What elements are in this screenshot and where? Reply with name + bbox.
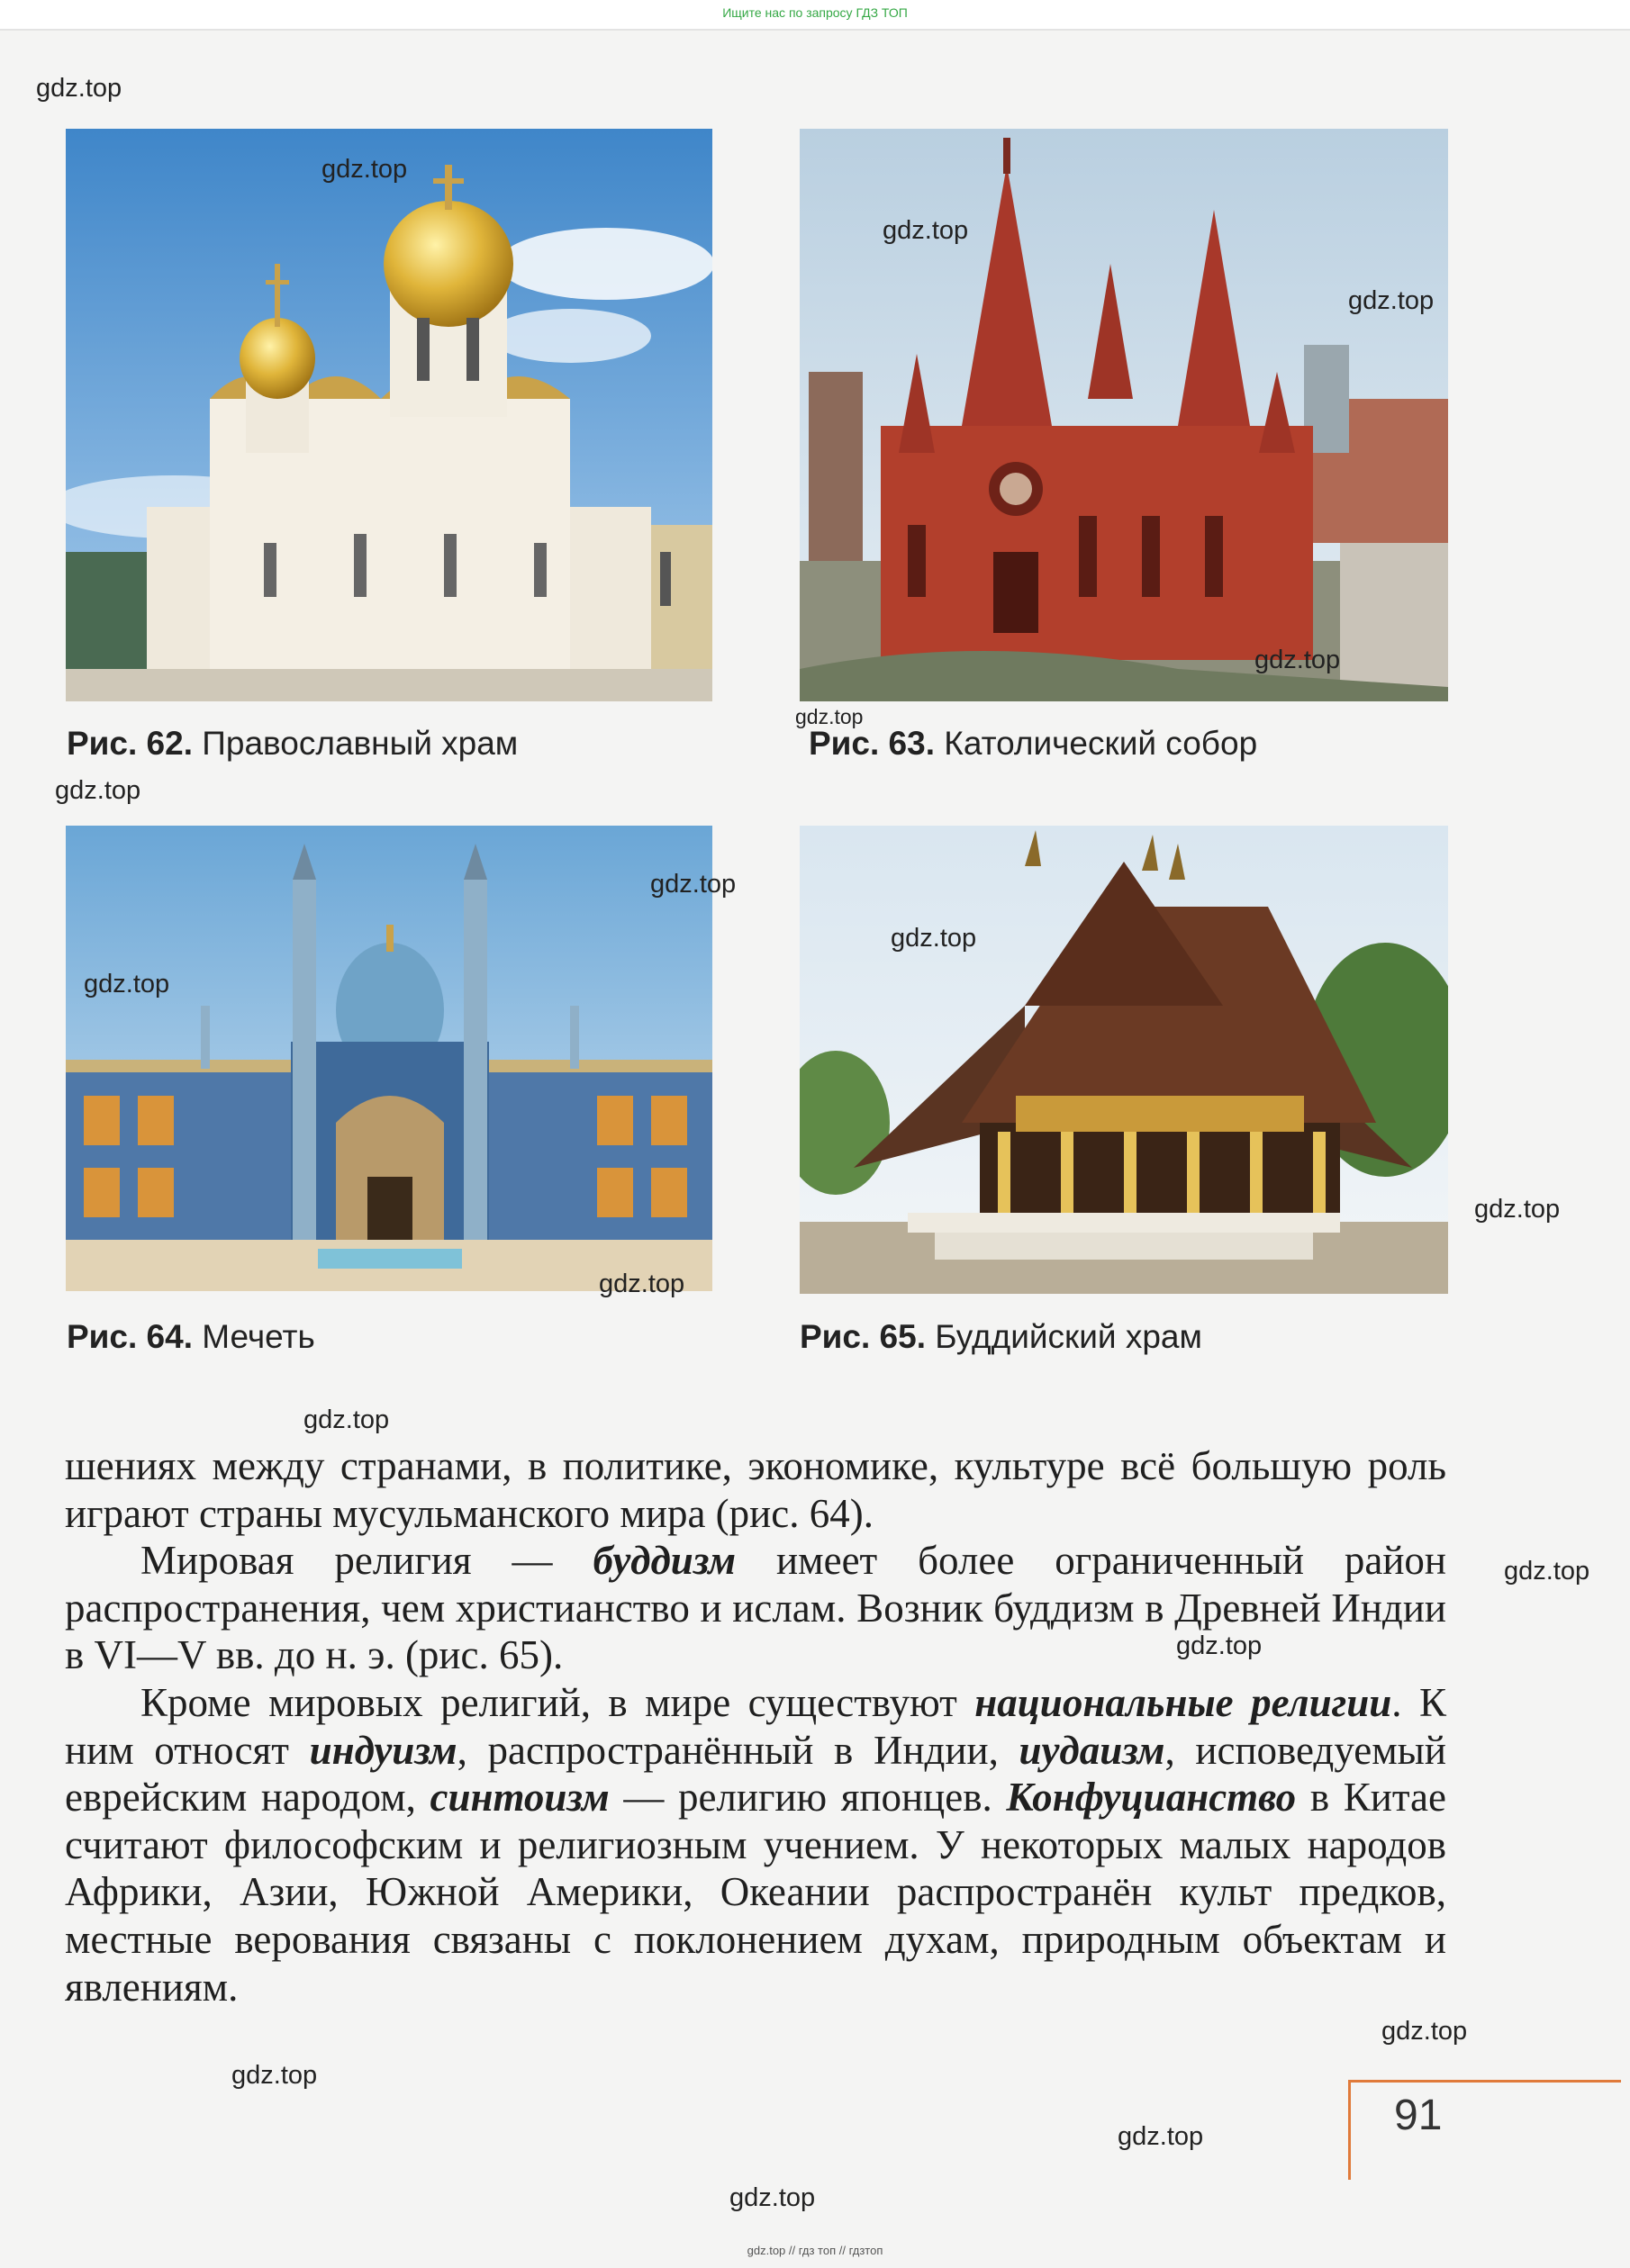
figure-caption: Католический собор <box>944 725 1258 762</box>
text-run: . К ним относят <box>65 1679 1446 1773</box>
catholic-cathedral-photo <box>800 129 1448 701</box>
text-run: — религию японцев. <box>609 1775 1007 1821</box>
watermark: gdz.top <box>303 1405 390 1434</box>
text-run: Кроме мировых религий, в мире существуют <box>140 1679 975 1725</box>
figure-label: Рис. 62. <box>67 725 193 762</box>
watermark: gdz.top <box>55 776 141 805</box>
watermark: gdz.top <box>231 2061 318 2090</box>
text-run: имеет более ограниченный район распространения, чем христианство и ислам. Возник буддизм в Древней Индии в VI—V вв. до н. э. (рис. 65). <box>65 1538 1446 1678</box>
watermark: gdz.top <box>891 924 977 953</box>
photo-orthodox-church <box>66 129 712 701</box>
text-run: Мировая религия — <box>140 1538 593 1584</box>
body-text <box>65 1442 1446 2010</box>
figure-caption: Православный храм <box>202 725 519 762</box>
watermark: gdz.top <box>1254 646 1341 674</box>
text-run: , распространённый в Индии, <box>457 1727 1019 1773</box>
top-bar <box>0 0 1630 31</box>
watermark: gdz.top <box>883 216 969 245</box>
page-number-frame <box>1348 2080 1621 2180</box>
term-national-religions: национальные религии <box>974 1679 1392 1725</box>
term-hinduism: индуизм <box>309 1727 457 1773</box>
figure-caption: Мечеть <box>202 1318 315 1355</box>
text-run: в Китае считают философским и религиозным учением. У некоторых малых народов Африки, Азии, Южной Америки, Океании распространён культ предков, местные верования связаны с поклонением духам, природным объектам и явлениям. <box>65 1775 1446 2010</box>
photo-mosque <box>66 826 712 1291</box>
mosque-photo <box>66 826 712 1291</box>
caption-figure-62 <box>67 725 518 763</box>
buddhist-temple-photo <box>800 826 1448 1294</box>
watermark: gdz.top <box>1118 2122 1204 2151</box>
watermark: gdz.top <box>1504 1557 1590 1586</box>
photo-buddhist-temple <box>800 826 1448 1294</box>
term-confucianism: Конфуцианство <box>1006 1775 1297 1821</box>
paragraph-1-text: шениях между странами, в политике, экономике, культуре всё большую роль играют страны мусульманского мира (рис. 64). <box>65 1443 1446 1536</box>
watermark: gdz.top <box>1381 2017 1468 2046</box>
figure-label: Рис. 63. <box>809 725 935 762</box>
paragraph-1 <box>65 1442 1446 1537</box>
term-shintoism: синтоизм <box>430 1775 610 1821</box>
watermark: gdz.top <box>84 970 170 998</box>
paragraph-3 <box>65 1679 1446 2010</box>
watermark: gdz.top <box>36 74 122 103</box>
watermark: gdz.top <box>1176 1631 1263 1660</box>
figure-caption: Буддийский храм <box>935 1318 1202 1355</box>
page-number: 91 <box>1394 2092 1443 2139</box>
watermark: gdz.top <box>795 705 864 728</box>
watermark: gdz.top <box>599 1270 685 1298</box>
term-judaism: иудаизм <box>1019 1727 1165 1773</box>
text-run: , исповедуемый еврейским народом, <box>65 1727 1446 1821</box>
watermark: gdz.top <box>650 870 737 899</box>
watermark: gdz.top <box>729 2183 816 2212</box>
watermark: gdz.top <box>321 155 408 184</box>
photo-catholic-cathedral <box>800 129 1448 701</box>
orthodox-church-photo <box>66 129 712 701</box>
watermark: gdz.top <box>1348 286 1435 315</box>
figure-label: Рис. 65. <box>800 1318 926 1355</box>
caption-figure-63 <box>809 725 1257 763</box>
term-buddhism: буддизм <box>593 1538 737 1584</box>
figure-label: Рис. 64. <box>67 1318 193 1355</box>
footer-links: gdz.top // гдз топ // гдзтоп <box>747 2244 883 2257</box>
caption-figure-64 <box>67 1318 315 1356</box>
caption-figure-65 <box>800 1318 1202 1356</box>
watermark: gdz.top <box>1474 1195 1561 1224</box>
search-hint: Ищите нас по запросу ГДЗ ТОП <box>722 5 908 20</box>
